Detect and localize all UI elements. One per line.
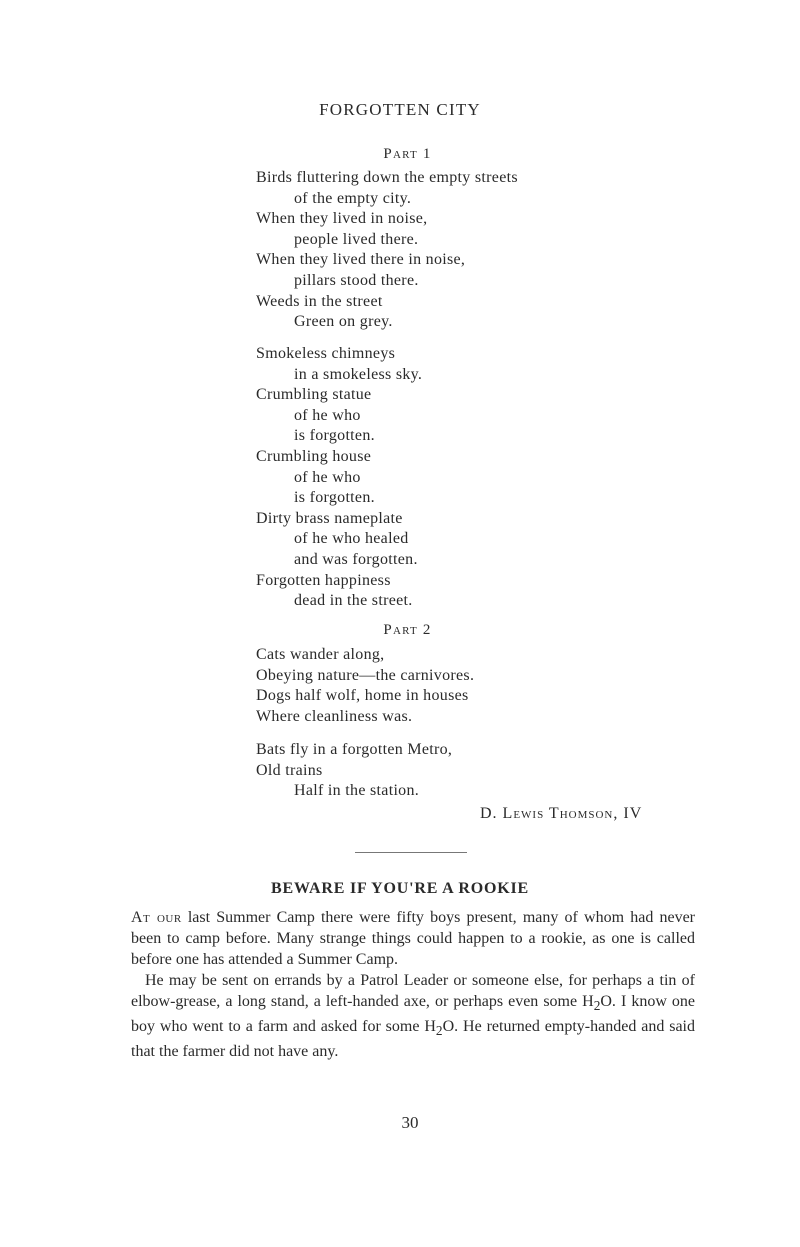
part-1-heading: Part 1 (383, 146, 432, 162)
poem-line: of he who (294, 468, 361, 486)
poem-author: D. Lewis Thomson, IV (480, 805, 643, 822)
page-number: 30 (401, 1113, 419, 1132)
poem-line: When they lived in noise, (256, 210, 428, 228)
paragraph-text: O. I know one boy who went to a farm and asked for some H (131, 993, 695, 1036)
paragraph-text: He may be sent on errands by a Patrol Leader or someone else, for perhaps a tin of elbow-grease, a long stand, a left-handed axe, or perhaps even some H (131, 972, 695, 1010)
poem-line: Weeds in the street (256, 292, 383, 310)
poem-line: of the empty city. (294, 189, 412, 207)
paragraph-text: O. He returned empty-handed and said that the farmer did not have any. (131, 1018, 696, 1061)
poem-line: people lived there. (294, 230, 419, 248)
poem-title: FORGOTTEN CITY (319, 100, 481, 119)
part-1-stanza-1 (256, 168, 696, 333)
poem-line: of he who healed (294, 530, 409, 548)
poem-line: Bats fly in a forgotten Metro, (256, 741, 453, 758)
paragraph-lead-in: At our (131, 909, 182, 926)
article-paragraph (131, 907, 695, 970)
part-2-stanza-2 (256, 740, 696, 802)
article-title: BEWARE IF YOU'RE A ROOKIE (271, 880, 529, 897)
poem-line: Where cleanliness was. (256, 707, 413, 725)
poem-line: Obeying nature—the carnivores. (256, 666, 475, 684)
section-divider (355, 852, 467, 853)
subscript: 2 (593, 998, 601, 1014)
poem-line: of he who (294, 406, 361, 424)
poem-line: Crumbling statue (256, 386, 372, 404)
poem-line: Forgotten happiness (256, 571, 391, 589)
poem-line: and was forgotten. (294, 550, 418, 568)
poem-line: Smokeless chimneys (256, 345, 396, 362)
part-2-heading: Part 2 (383, 622, 432, 638)
article-paragraph (131, 970, 695, 1062)
poem-line: When they lived there in noise, (256, 251, 466, 269)
poem-line: Old trains (256, 761, 323, 779)
poem-line: dead in the street. (294, 592, 413, 610)
poem-line: Green on grey. (294, 313, 393, 331)
poem-line: Half in the station. (294, 782, 420, 800)
poem-line: Birds fluttering down the empty streets (256, 169, 518, 186)
poem-line: Dogs half wolf, home in houses (256, 687, 469, 705)
part-2-stanza-1 (256, 645, 696, 727)
poem-line: is forgotten. (294, 427, 375, 445)
part-1-stanza-2 (256, 344, 696, 612)
poem-line: Dirty brass nameplate (256, 509, 403, 527)
article-body (131, 907, 695, 1062)
subscript: 2 (435, 1023, 443, 1039)
paragraph-text: last Summer Camp there were fifty boys present, many of whom had never been to camp before. Many strange things could happen to a rookie, as one is called before one has attended a Summer Camp. (131, 909, 696, 968)
poem-line: Cats wander along, (256, 646, 385, 663)
poem-line: in a smokeless sky. (294, 365, 423, 383)
poem-line: is forgotten. (294, 489, 375, 507)
poem-line: Crumbling house (256, 447, 372, 465)
poem-line: pillars stood there. (294, 271, 419, 289)
